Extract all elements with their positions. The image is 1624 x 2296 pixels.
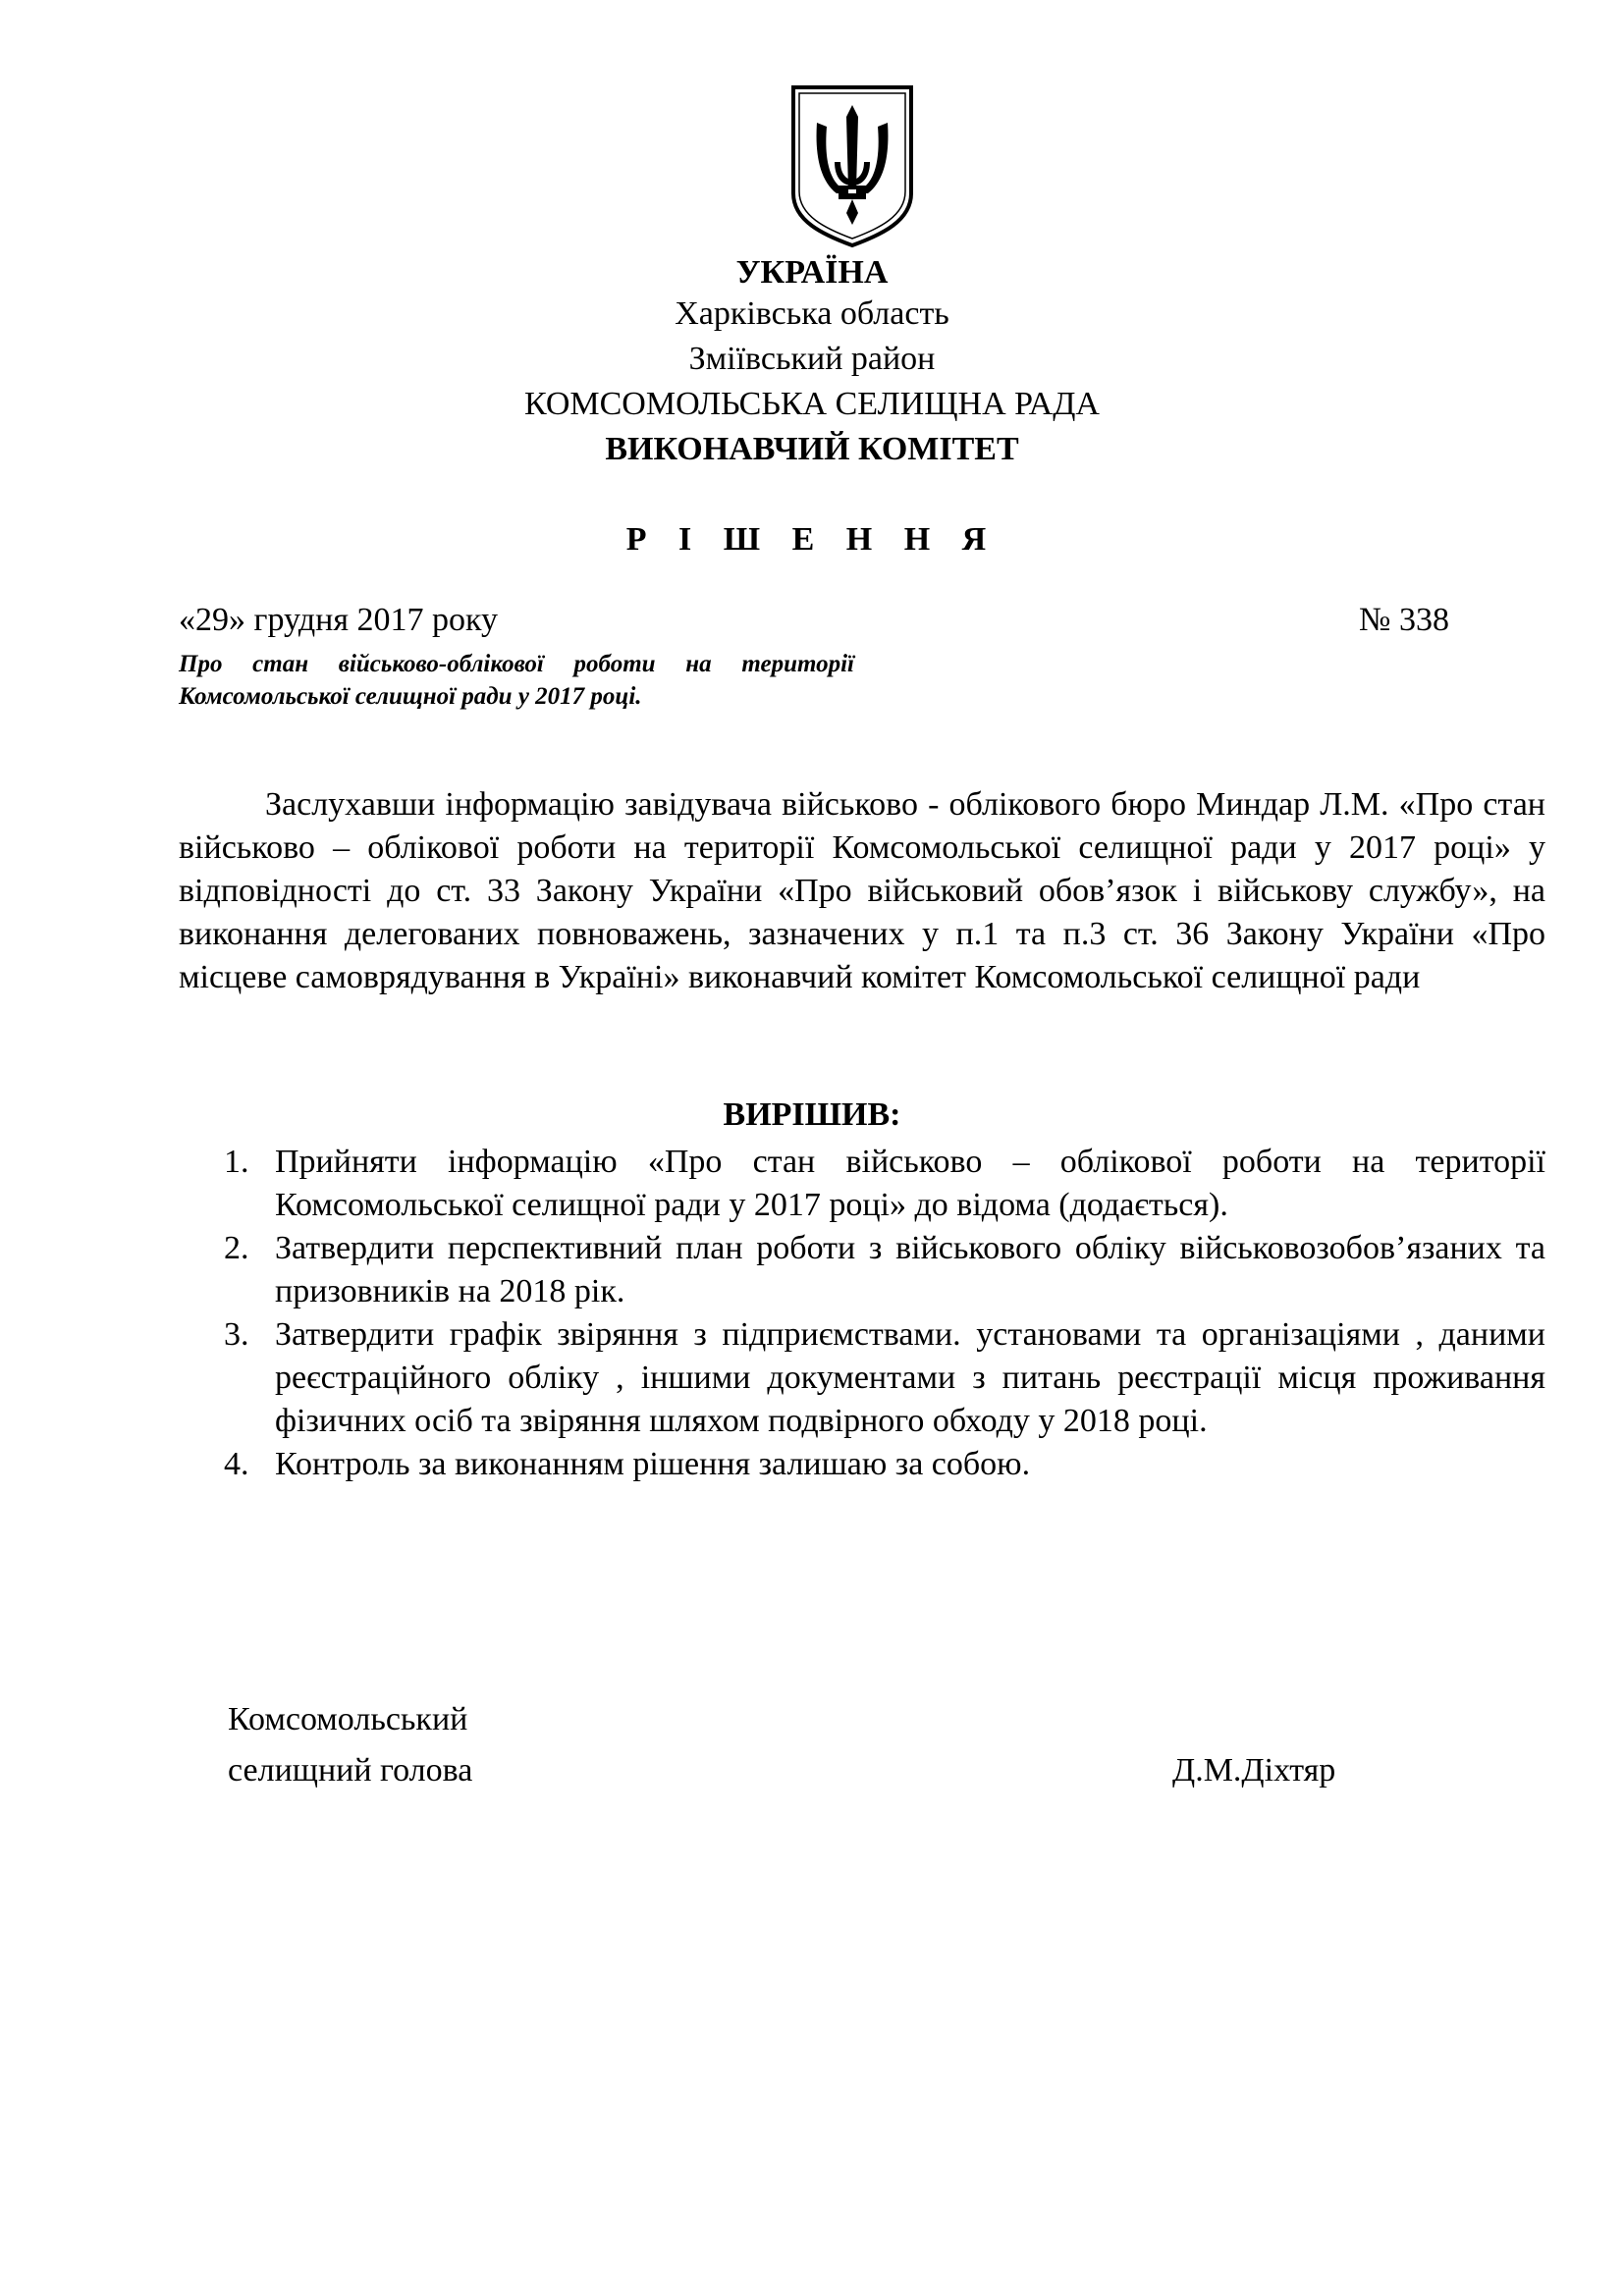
decision-list — [224, 1141, 1545, 1486]
document-type: Р І Ш Е Н Н Я — [625, 521, 999, 558]
committee-name: ВИКОНАВЧИЙ КОМІТЕТ — [605, 431, 1019, 467]
decision-item-text: Прийняти інформацію «Про стан військово – облікової роботи на території Комсомольської селищної ради у 2017 році» до відома (додається). — [275, 1144, 1545, 1223]
decision-item — [224, 1227, 1545, 1313]
signatory-title-line: Комсомольський — [228, 1701, 468, 1737]
decision-item-text: Контроль за виконанням рішення залишаю за собою. — [275, 1446, 1031, 1482]
resolved-heading: ВИРІШИВ: — [723, 1096, 901, 1133]
council-name: КОМСОМОЛЬСЬКА СЕЛИЩНА РАДА — [524, 386, 1100, 422]
decision-item — [224, 1141, 1545, 1227]
decision-item-number: 3. — [224, 1316, 249, 1353]
preamble-paragraph: Заслухавши інформацію завідувача військово - облікового бюро Миндар Л.М. «Про стан військово – облікової роботи на території Комсомольської селищної ради у 2017 році» у відповідності до ст. 33 Закону України «Про військовий обов’язок і військову службу», на виконання делегованих повноважень, зазначених у п.1 та п.3 ст. 36 Закону України «Про місцеве самоврядування в Україні» виконавчий комітет Комсомольської селищної ради — [179, 786, 1545, 995]
district-name: Зміївський район — [688, 341, 936, 377]
country-name: УКРАЇНА — [735, 254, 889, 291]
decision-item-number: 4. — [224, 1446, 249, 1482]
decision-date: «29» грудня 2017 року — [179, 602, 499, 638]
decision-item-text: Затвердити перспективний план роботи з військового обліку військовозобов’язаних та призовників на 2018 рік. — [275, 1230, 1545, 1309]
decision-item-number: 2. — [224, 1230, 249, 1266]
decision-number: № 338 — [1359, 602, 1449, 638]
decision-item-number: 1. — [224, 1144, 249, 1180]
decision-item — [224, 1313, 1545, 1443]
coat-of-arms-icon — [787, 83, 917, 248]
signatory-title — [228, 1694, 472, 1796]
decision-item-text: Затвердити графік звіряння з підприємствами. установами та організаціями , даними реєстраційного обліку , іншими документами з питань реєстрації місця проживання фізичних осіб та звіряння шляхом подвірного обходу у 2018 році. — [275, 1316, 1545, 1439]
decision-subject: Про стан військово-облікової роботи на території Комсомольської селищної ради у 2017 році. — [179, 651, 854, 710]
signatory-title-line: селищний голова — [228, 1752, 473, 1789]
region-name: Харківська область — [675, 295, 949, 332]
decision-item — [224, 1443, 1545, 1486]
signatory-name: Д.М.Діхтяр — [1172, 1752, 1336, 1789]
